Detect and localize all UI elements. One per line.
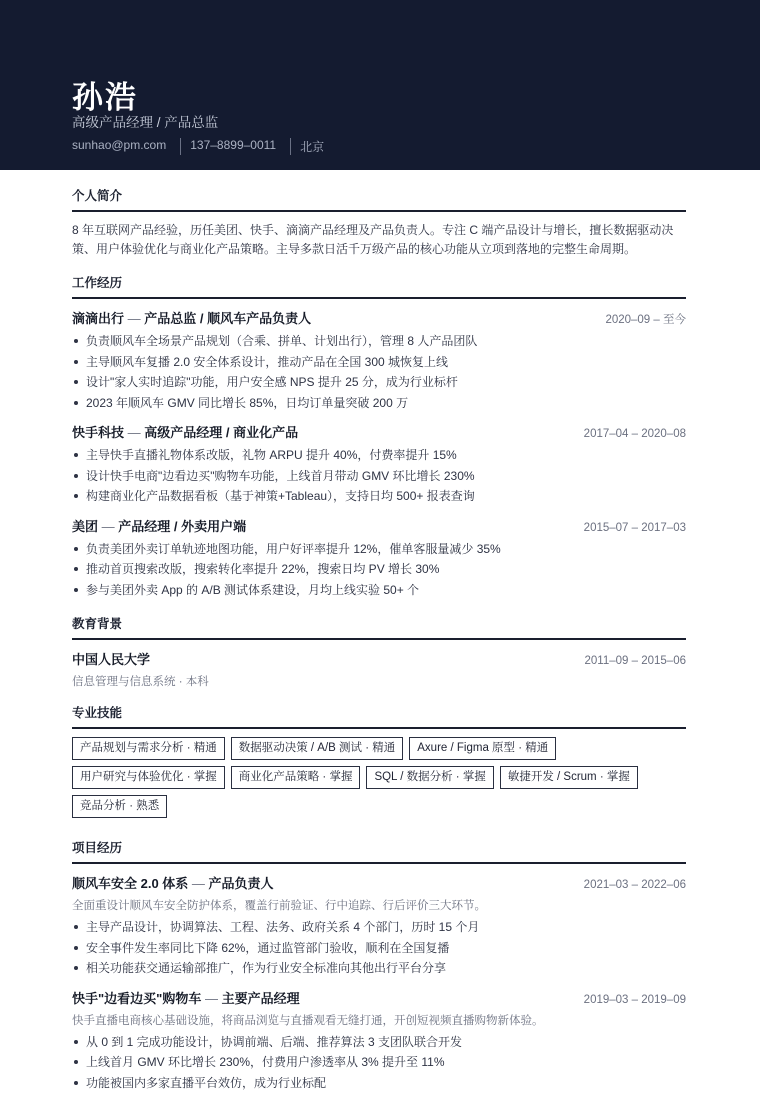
education-entry	[72, 649, 686, 689]
contact-email[interactable]: sunhao@pm.com	[72, 138, 167, 152]
bullet-item: 推动首页搜索改版，搜索转化率提升 22%，搜索日均 PV 增长 30%	[72, 559, 686, 580]
job-title-line	[72, 308, 311, 327]
project-bullets	[72, 917, 686, 979]
education-date: 2011–09 – 2015–06	[584, 655, 686, 667]
separator: —	[124, 311, 145, 326]
bullet-item: 主导顺风车复播 2.0 安全体系设计，推动产品在全国 300 城恢复上线	[72, 352, 686, 373]
job-date: 2020–09 – 至今	[605, 314, 686, 326]
bullet-item: 负责顺风车全场景产品规划（合乘、拼单、计划出行），管理 8 人产品团队	[72, 331, 686, 352]
summary-section	[72, 186, 686, 259]
resume-header	[0, 0, 760, 170]
candidate-name: 孙浩	[72, 80, 138, 115]
job-entry	[72, 422, 686, 507]
skill-tag: 敏捷开发 / Scrum · 掌握	[500, 766, 638, 789]
job-header	[72, 422, 686, 441]
separator: —	[98, 518, 119, 534]
bullet-item: 上线首月 GMV 环比增长 230%，付费用户渗透率从 3% 提升至 11%	[72, 1052, 686, 1073]
project-bullets	[72, 1032, 686, 1094]
skill-tag: 产品规划与需求分析 · 精通	[72, 737, 225, 760]
project-title-line	[72, 873, 274, 892]
bullet-item: 主导产品设计，协调算法、工程、法务、政府关系 4 个部门，历时 15 个月	[72, 917, 686, 938]
section-title: 项目经历	[72, 838, 686, 864]
resume-body	[72, 186, 686, 1093]
job-date: 2015–07 – 2017–03	[583, 521, 686, 534]
skill-tag: 用户研究与体验优化 · 掌握	[72, 766, 225, 789]
bullet-item: 2023 年顺风车 GMV 同比增长 85%，日均订单量突破 200 万	[72, 393, 686, 414]
bullet-item: 安全事件发生率同比下降 62%，通过监管部门验收，顺利在全国复播	[72, 938, 686, 959]
job-bullets	[72, 445, 686, 507]
job-role: 高级产品经理 / 商业化产品	[144, 425, 299, 440]
job-header	[72, 516, 686, 535]
skill-tag: 商业化产品策略 · 掌握	[231, 766, 361, 789]
bullet-item: 构建商业化产品数据看板（基于神策+Tableau），支持日均 500+ 报表查询	[72, 486, 686, 507]
bullet-item: 相关功能获交通运输部推广，作为行业安全标准向其他出行平台分享	[72, 958, 686, 979]
skill-tag: Axure / Figma 原型 · 精通	[409, 737, 556, 760]
separator: —	[201, 990, 222, 1006]
section-title: 专业技能	[72, 703, 686, 729]
job-role: 产品总监 / 顺风车产品负责人	[144, 311, 312, 326]
job-entry	[72, 516, 686, 601]
project-role: 产品负责人	[208, 876, 274, 891]
project-date: 2019–03 – 2019–09	[583, 993, 686, 1006]
skill-tags	[72, 737, 686, 824]
education-header	[72, 649, 686, 668]
section-title: 教育背景	[72, 614, 686, 640]
job-bullets	[72, 331, 686, 413]
education-section	[72, 614, 686, 689]
job-entry	[72, 308, 686, 413]
company-name: 滴滴出行	[72, 311, 125, 326]
project-entry	[72, 873, 686, 979]
bullet-item: 设计"家人实时追踪"功能，用户安全感 NPS 提升 25 分，成为行业标杆	[72, 372, 686, 393]
job-bullets	[72, 539, 686, 601]
project-entry	[72, 988, 686, 1094]
bullet-item: 负责美团外卖订单轨迹地图功能，用户好评率提升 12%，催单客服量减少 35%	[72, 539, 686, 560]
contact-location: 北京	[290, 138, 338, 155]
bullet-item: 参与美团外卖 App 的 A/B 测试体系建设，月均上线实验 50+ 个	[72, 580, 686, 601]
project-header	[72, 988, 686, 1007]
job-header	[72, 308, 686, 327]
bullet-item: 主导快手直播礼物体系改版，礼物 ARPU 提升 40%，付费率提升 15%	[72, 445, 686, 466]
project-name: 顺风车安全 2.0 体系	[72, 876, 189, 891]
skill-tag: 竞品分析 · 熟悉	[72, 795, 167, 818]
section-title: 工作经历	[72, 273, 686, 299]
project-date: 2021–03 – 2022–06	[583, 879, 686, 891]
skills-section	[72, 703, 686, 824]
bullet-item: 从 0 到 1 完成功能设计，协调前端、后端、推荐算法 3 支团队联合开发	[72, 1032, 686, 1053]
job-role: 产品经理 / 外卖用户端	[118, 518, 247, 534]
school-name: 中国人民大学	[72, 652, 151, 667]
project-name: 快手"边看边买"购物车	[72, 990, 202, 1006]
job-title-line	[72, 422, 298, 441]
education-major: 信息管理与信息系统 · 本科	[72, 676, 209, 688]
contact-phone[interactable]: 137–8899–0011	[180, 138, 290, 155]
project-description: 全面重设计顺风车安全防护体系，覆盖行前验证、行中追踪、行后评价三大环节。	[72, 900, 486, 912]
company-name: 快手科技	[72, 425, 125, 440]
skill-tag: 数据驱动决策 / A/B 测试 · 精通	[231, 737, 404, 760]
work-section	[72, 273, 686, 600]
bullet-item: 设计快手电商"边看边买"购物车功能，上线首月带动 GMV 环比增长 230%	[72, 466, 686, 487]
project-role: 主要产品经理	[221, 990, 300, 1006]
section-title: 个人简介	[72, 186, 686, 212]
skill-tag: SQL / 数据分析 · 掌握	[366, 766, 493, 789]
candidate-title: 高级产品经理 / 产品总监	[72, 115, 219, 130]
job-title-line	[72, 516, 246, 535]
company-name: 美团	[72, 518, 99, 534]
summary-text: 8 年互联网产品经验，历任美团、快手、滴滴产品经理及产品负责人。专注 C 端产品设计与增长，擅长数据驱动决策、用户体验优化与商业化产品策略。主导多款日活千万级产品的核心功能从立项到落地的完整生命周期。	[72, 223, 674, 256]
contact-info	[72, 138, 338, 155]
projects-section	[72, 838, 686, 1093]
separator: —	[124, 425, 145, 440]
project-header	[72, 873, 686, 892]
separator: —	[188, 876, 209, 891]
project-title-line	[72, 988, 300, 1007]
bullet-item: 功能被国内多家直播平台效仿，成为行业标配	[72, 1073, 686, 1094]
job-date: 2017–04 – 2020–08	[583, 428, 686, 440]
project-description: 快手直播电商核心基础设施，将商品浏览与直播观看无缝打通，开创短视频直播购物新体验。	[72, 1014, 544, 1027]
